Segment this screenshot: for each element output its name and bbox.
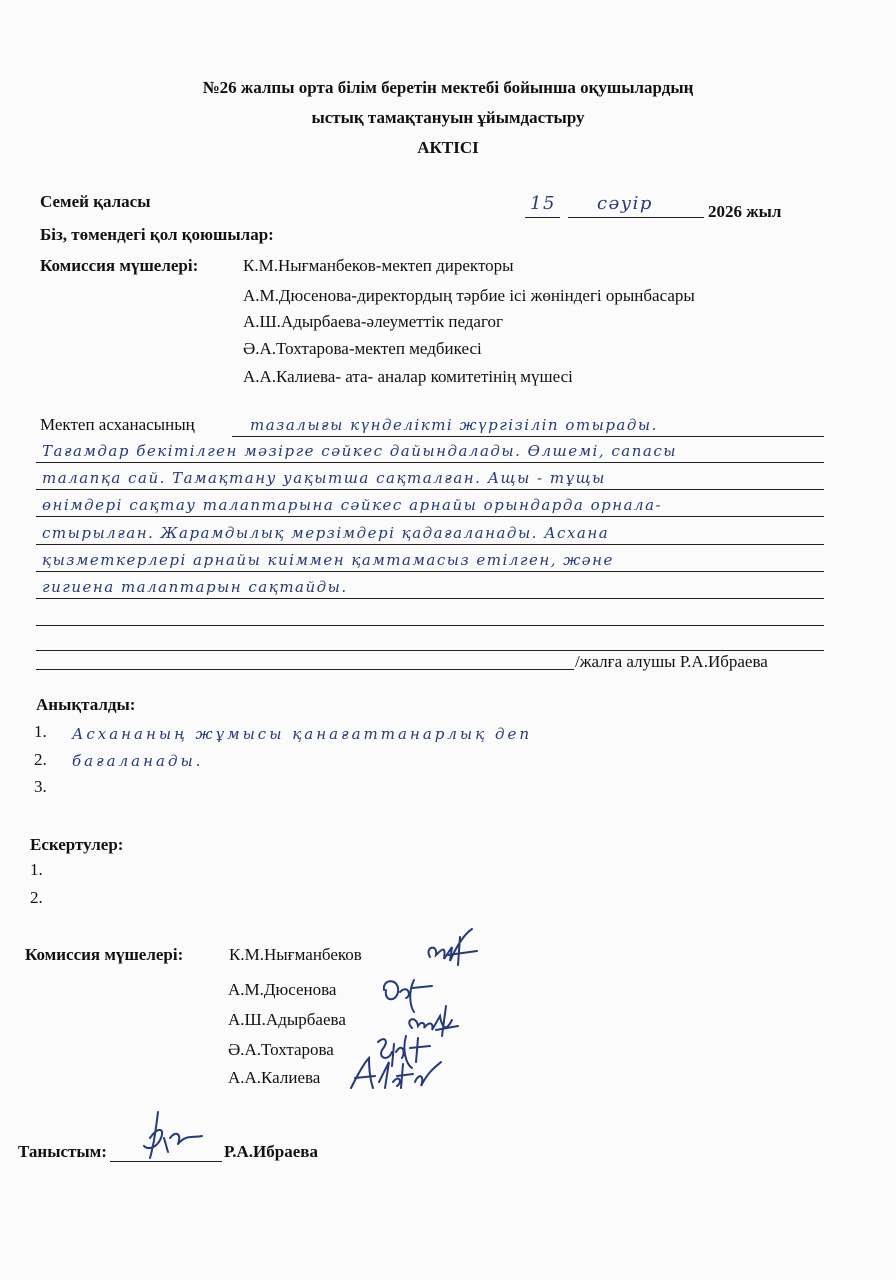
intro-text: Біз, төмендегі қол қоюшылар: [40, 225, 274, 244]
signer-name: К.М.Нығманбеков [229, 945, 362, 964]
commission-member: А.Ш.Адырбаева-әлеуметтік педагог [243, 312, 503, 331]
signer-name: Ә.А.Тохтарова [228, 1040, 334, 1059]
body-label: Мектеп асханасының [40, 415, 195, 434]
commission-member: А.А.Калиева- ата- аналар комитетінің мүшесі [243, 367, 573, 386]
signature-mark [128, 1108, 208, 1163]
date-month: сәуір [597, 193, 653, 214]
handwritten-line: гигиена талаптарын сақтайды. [42, 578, 348, 596]
signature-mark [422, 925, 482, 970]
document-title-line2: ыстық тамақтануын ұйымдастыру [311, 108, 585, 127]
signer-name: А.Ш.Адырбаева [228, 1010, 346, 1029]
receiver-label: /жалға алушы Р.А.Ибраева [575, 652, 768, 671]
document-title-act: АКТІСІ [417, 138, 479, 157]
handwritten-line: талапқа сай. Тамақтану уақытша сақталған. Ащы - тұщы [42, 469, 606, 487]
finding-text: бағаланады. [72, 752, 204, 770]
note-number: 1. [30, 860, 43, 879]
signature-mark [345, 1052, 445, 1097]
finding-number: 3. [34, 777, 47, 796]
handwritten-line: өнімдері сақтау талаптарына сәйкес арнайы орындарда орнала- [42, 496, 663, 514]
commission-label: Комиссия мүшелері: [40, 256, 199, 275]
finding-number: 1. [34, 722, 47, 741]
handwritten-line: қызметкерлері арнайы киіммен қамтамасыз етілген, және [42, 551, 614, 569]
signer-name: А.А.Калиева [228, 1068, 321, 1087]
commission-member: К.М.Нығманбеков-мектеп директоры [243, 256, 514, 275]
finding-text: Асхананың жұмысы қанағаттанарлық деп [72, 725, 533, 743]
commission-member: Ә.А.Тохтарова-мектеп медбикесі [243, 339, 482, 358]
finding-number: 2. [34, 750, 47, 769]
signer-name: А.М.Дюсенова [228, 980, 337, 999]
place-label: Семей қаласы [40, 192, 151, 211]
findings-label: Анықталды: [36, 695, 136, 714]
date-year: 2026 жыл [708, 202, 782, 221]
handwritten-line: тазалығы күнделікті жүргізіліп отырады. [250, 416, 658, 434]
signatures-label: Комиссия мүшелері: [25, 945, 184, 964]
handwritten-line: Тағамдар бекітілген мәзірге сәйкес дайындалады. Өлшемі, сапасы [42, 442, 677, 460]
document-title-line1: №26 жалпы орта білім беретін мектебі бойынша оқушылардың [202, 78, 694, 97]
handwritten-line: стырылған. Жарамдылық мерзімдері қадағаланады. Асхана [42, 524, 610, 542]
acquainted-label: Таныстым: [18, 1142, 107, 1161]
notes-label: Ескертулер: [30, 835, 124, 854]
commission-member: А.М.Дюсенова-директордың тәрбие ісі жөніндегі орынбасары [243, 286, 695, 305]
date-day: 15 [530, 193, 556, 214]
note-number: 2. [30, 888, 43, 907]
acquainted-name: Р.А.Ибраева [224, 1142, 318, 1161]
